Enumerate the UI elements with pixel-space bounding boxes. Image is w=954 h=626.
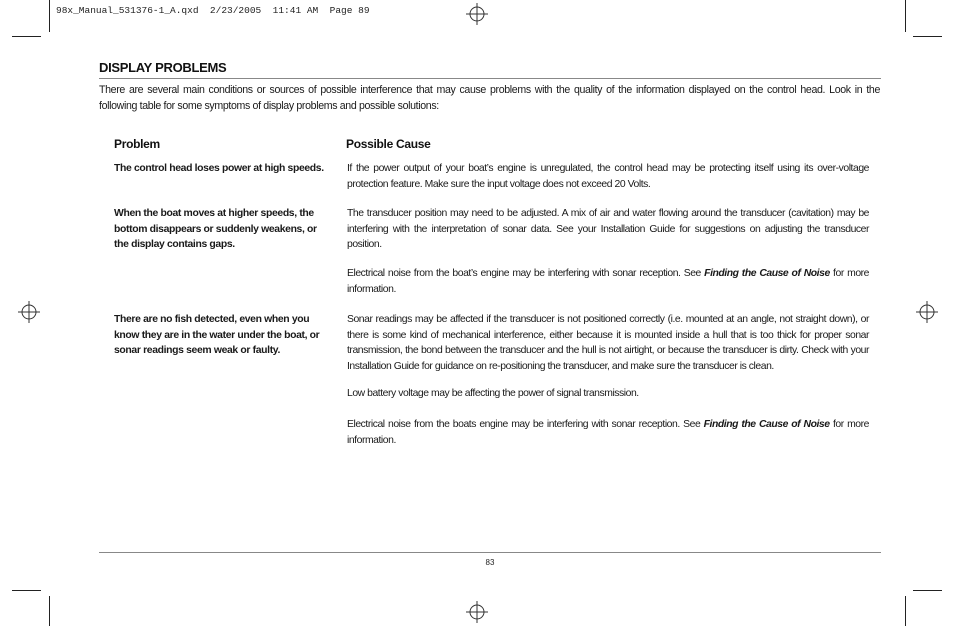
cause-text-with-reference <box>347 266 869 297</box>
footer-rule <box>99 552 881 553</box>
crop-mark <box>49 0 50 32</box>
crop-mark <box>49 596 50 626</box>
cause-text: If the power output of your boat’s engine is unregulated, the control head may be protecting itself using its over-voltage protection feature. Make sure the input voltage does not exceed 20 Volts. <box>347 163 869 190</box>
crop-mark <box>905 596 906 626</box>
registration-mark-icon <box>466 601 488 623</box>
cause-text: Low battery voltage may be affecting the power of signal transmission. <box>347 388 639 399</box>
cross-reference-link[interactable]: Finding the Cause of Noise <box>704 268 830 279</box>
column-header-problem: Problem <box>114 137 160 151</box>
heading-rule <box>99 78 881 79</box>
crop-mark <box>913 36 942 37</box>
cause-text-with-reference <box>347 417 869 448</box>
cause-text: for more information. <box>347 268 869 295</box>
column-header-cause: Possible Cause <box>346 137 431 151</box>
cause-text: for more information. <box>347 419 869 446</box>
registration-mark-icon <box>916 301 938 323</box>
section-heading: DISPLAY PROBLEMS <box>99 60 227 75</box>
registration-mark-icon <box>18 301 40 323</box>
problem-text: There are no fish detected, even when you know they are in the water under the boat, or sonar readings seem weak or faulty. <box>114 314 320 356</box>
cause-text: Electrical noise from the boats engine may be interfering with sonar reception. See <box>347 419 704 430</box>
crop-mark <box>905 0 906 32</box>
slug-line: 98x_Manual_531376-1_A.qxd 2/23/2005 11:41 AM Page 89 <box>56 5 370 16</box>
crop-mark <box>12 36 41 37</box>
cross-reference-link[interactable]: Finding the Cause of Noise <box>703 419 830 430</box>
page-number: 83 <box>485 558 495 567</box>
registration-mark-icon <box>466 3 488 25</box>
cause-text: Sonar readings may be affected if the transducer is not positioned correctly (i.e. mounted at an angle, not straight down), or there is some kind of mechanical interference, either because it is mounted inside a hull that is too thick for proper sonar transmission, the bond between the transducer and the hull is not airtight, or because the transducer is dirty. Check with your Installation Guide for guidance on re-positioning the transducer, and make sure the transducer is clean. <box>347 314 869 372</box>
cause-text: Electrical noise from the boat’s engine may be interfering with sonar reception. See <box>347 268 705 279</box>
cause-text: The transducer position may need to be adjusted. A mix of air and water flowing around the transducer (cavitation) may be interfering with the interpretation of sonar data. See your Installation Guide for suggestions on adjusting the transducer position. <box>347 208 869 250</box>
crop-mark <box>12 590 41 591</box>
problem-text: The control head loses power at high speeds. <box>114 163 324 174</box>
intro-paragraph: There are several main conditions or sources of possible interference that may cause problems with the quality of the information displayed on the control head. Look in the following table for some symptoms of display problems and possible solutions: <box>99 84 880 112</box>
crop-mark <box>913 590 942 591</box>
problem-text: When the boat moves at higher speeds, the bottom disappears or suddenly weakens, or the display contains gaps. <box>114 208 317 250</box>
